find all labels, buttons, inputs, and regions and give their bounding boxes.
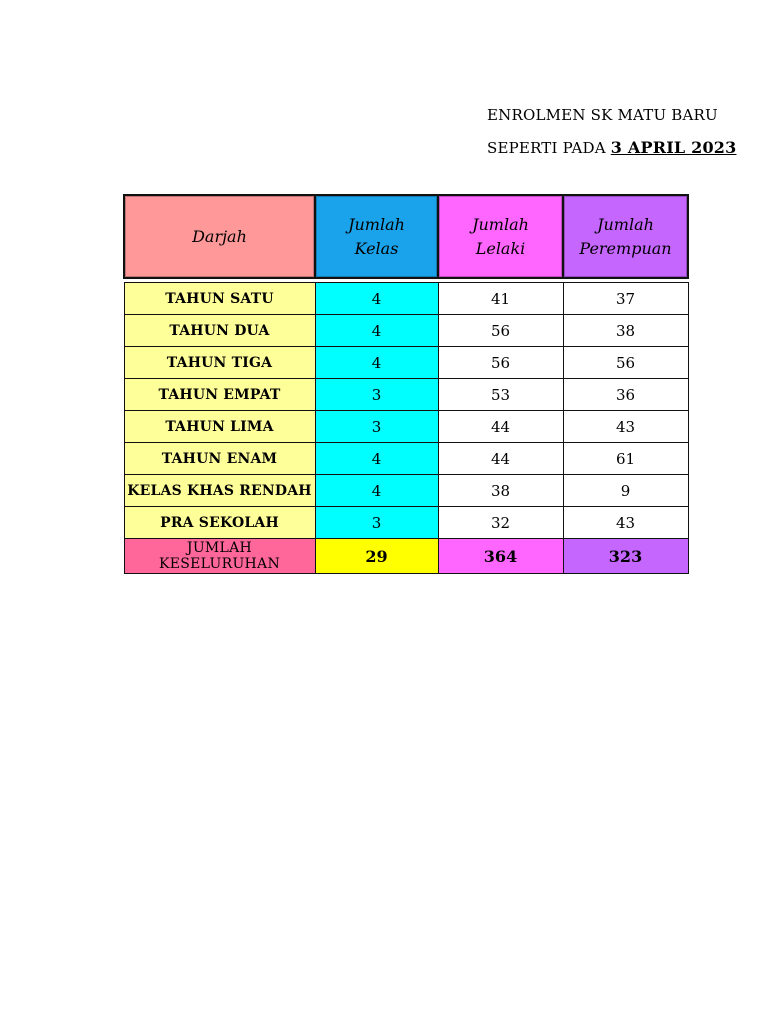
total-lelaki: 364 bbox=[438, 539, 563, 574]
cell-darjah: TAHUN LIMA bbox=[124, 411, 315, 443]
total-label: JUMLAH KESELURUHAN bbox=[124, 539, 315, 574]
subtitle-prefix: SEPERTI PADA bbox=[487, 139, 606, 157]
table-header-row bbox=[124, 195, 688, 278]
document-subtitle bbox=[487, 138, 768, 157]
cell-jumlah-kelas: 3 bbox=[315, 379, 438, 411]
cell-darjah: KELAS KHAS RENDAH bbox=[124, 475, 315, 507]
table-row bbox=[124, 283, 688, 315]
enrolment-table-container bbox=[123, 194, 687, 570]
cell-jumlah-lelaki: 32 bbox=[438, 507, 563, 539]
table-body bbox=[124, 278, 688, 539]
table-row bbox=[124, 475, 688, 507]
column-header-jumlah-perempuan: Jumlah Perempuan bbox=[563, 195, 688, 278]
cell-jumlah-perempuan: 43 bbox=[563, 411, 688, 443]
cell-jumlah-kelas: 3 bbox=[315, 507, 438, 539]
cell-jumlah-perempuan: 37 bbox=[563, 283, 688, 315]
cell-jumlah-lelaki: 56 bbox=[438, 347, 563, 379]
enrolment-table bbox=[123, 194, 689, 574]
cell-jumlah-lelaki: 53 bbox=[438, 379, 563, 411]
total-kelas: 29 bbox=[315, 539, 438, 574]
document-title: ENROLMEN SK MATU BARU bbox=[487, 106, 718, 124]
cell-darjah: TAHUN EMPAT bbox=[124, 379, 315, 411]
table-row bbox=[124, 379, 688, 411]
cell-jumlah-perempuan: 61 bbox=[563, 443, 688, 475]
column-header-darjah: Darjah bbox=[124, 195, 315, 278]
cell-jumlah-perempuan: 9 bbox=[563, 475, 688, 507]
cell-jumlah-kelas: 4 bbox=[315, 315, 438, 347]
cell-jumlah-lelaki: 38 bbox=[438, 475, 563, 507]
cell-jumlah-lelaki: 44 bbox=[438, 411, 563, 443]
cell-darjah: TAHUN DUA bbox=[124, 315, 315, 347]
total-perempuan: 323 bbox=[563, 539, 688, 574]
subtitle-date: 3 APRIL 2023 bbox=[610, 138, 737, 157]
total-row bbox=[124, 539, 688, 574]
cell-jumlah-perempuan: 38 bbox=[563, 315, 688, 347]
cell-darjah: TAHUN ENAM bbox=[124, 443, 315, 475]
cell-jumlah-kelas: 4 bbox=[315, 475, 438, 507]
table-row bbox=[124, 443, 688, 475]
cell-jumlah-perempuan: 36 bbox=[563, 379, 688, 411]
column-header-jumlah-lelaki: Jumlah Lelaki bbox=[438, 195, 563, 278]
table-row bbox=[124, 315, 688, 347]
cell-darjah: TAHUN SATU bbox=[124, 283, 315, 315]
cell-jumlah-lelaki: 44 bbox=[438, 443, 563, 475]
cell-jumlah-lelaki: 56 bbox=[438, 315, 563, 347]
cell-jumlah-kelas: 4 bbox=[315, 443, 438, 475]
cell-jumlah-kelas: 4 bbox=[315, 347, 438, 379]
cell-jumlah-perempuan: 43 bbox=[563, 507, 688, 539]
cell-jumlah-lelaki: 41 bbox=[438, 283, 563, 315]
cell-jumlah-kelas: 3 bbox=[315, 411, 438, 443]
column-header-jumlah-kelas: Jumlah Kelas bbox=[315, 195, 438, 278]
table-row bbox=[124, 507, 688, 539]
cell-jumlah-kelas: 4 bbox=[315, 283, 438, 315]
cell-darjah: PRA SEKOLAH bbox=[124, 507, 315, 539]
table-row bbox=[124, 411, 688, 443]
cell-darjah: TAHUN TIGA bbox=[124, 347, 315, 379]
cell-jumlah-perempuan: 56 bbox=[563, 347, 688, 379]
table-row bbox=[124, 347, 688, 379]
